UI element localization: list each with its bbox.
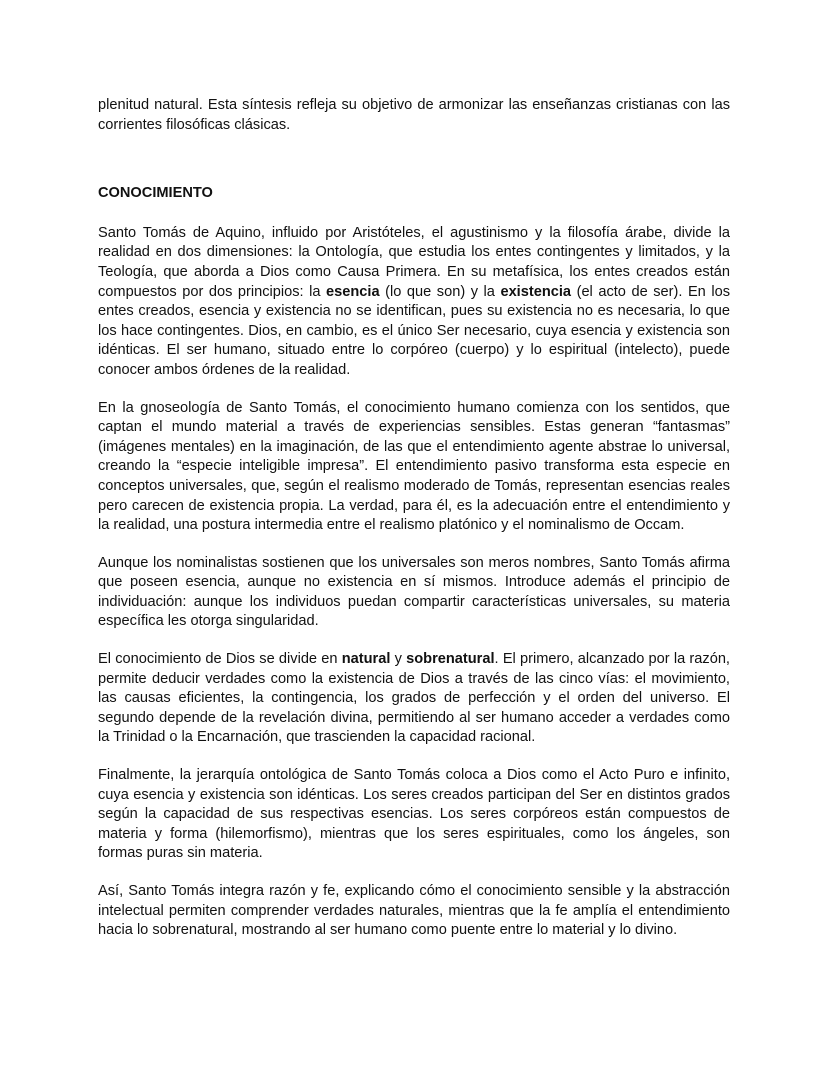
bold-term-existencia: existencia	[500, 283, 572, 300]
text-segment: Finalmente, la jerarquía ontológica de Santo Tomás coloca a Dios como el Acto Puro e infinito, cuya esencia y existencia son idénticas. Los seres creados participan del Ser en distintos grados según la capacidad de sus respectivas esencias. Los seres corpóreos están compuestos de materia y forma (hilemorfismo), mientras que los seres espirituales, como los ángeles, son formas puras sin materia.	[98, 767, 730, 862]
text-segment: (el acto de ser). En los entes creados, esencia y existencia no se identifican, pues su existencia no es necesaria, lo que los hace contingentes. Dios, en cambio, es el único Ser necesario, cuya esencia y existencia son idénticas. El ser humano, situado entre lo corpóreo (cuerpo) y lo espiritual (intelecto), puede conocer ambos órdenes de la realidad.	[98, 283, 730, 378]
text-segment: y	[390, 651, 407, 668]
text-segment: . El primero, alcanzado por la razón, permite deducir verdades como la existencia de Dios a través de las cinco vías: el movimiento, las causas eficientes, la contingencia, los grados de perfección y el orden del universo. El segundo depende de la revelación divina, permitiendo al ser humano acceder a verdades como la Trinidad o la Encarnación, que trascienden la capacidad racional.	[98, 651, 730, 746]
text-segment: El conocimiento de Dios se divide en	[98, 651, 342, 668]
bold-term-sobrenatural: sobrenatural	[406, 651, 495, 668]
text-segment: Aunque los nominalistas sostienen que los universales son meros nombres, Santo Tomás afirma que poseen esencia, aunque no existencia en sí mismos. Introduce además el principio de individuación: aunque los individuos puedan compartir características universales, su materia específica les otorga singularidad.	[98, 554, 730, 630]
paragraph-ontological-hierarchy	[98, 766, 730, 864]
intro-paragraph: plenitud natural. Esta síntesis refleja su objetivo de armonizar las enseñanzas cristianas con las corrientes filosóficas clásicas.	[98, 97, 730, 133]
bold-term-esencia: esencia	[326, 283, 380, 300]
text-segment: (lo que son) y la	[379, 283, 501, 300]
text-segment: Santo Tomás de Aquino, influido por Aristóteles, el agustinismo y la filosofía árabe, divide la realidad en dos dimensiones: la Ontología, que estudia los entes contingentes y limitados, y la Teología, que aborda a Dios como Causa Primera. En su metafísica, los entes creados están compuestos por dos principios: la	[98, 224, 730, 300]
text-segment: En la gnoseología de Santo Tomás, el conocimiento humano comienza con los sentidos, que captan el mundo material a través de experiencias sensibles. Estas generan “fantasmas” (imágenes mentales) en la imaginación, de las que el entendimiento agente abstrae lo universal, creando la “especie inteligible impresa”. El entendimiento pasivo transforma esta especie en conceptos universales, que, según el realismo moderado de Tomás, representan esencias reales pero carecen de existencia propia. La verdad, para él, es la adecuación entre el entendimiento y la realidad, una postura intermedia entre el realismo platónico y el nominalismo de Occam.	[98, 399, 730, 534]
paragraph-gnoseology	[98, 399, 730, 536]
bold-term-natural: natural	[341, 651, 391, 668]
paragraph-nominalism	[98, 554, 730, 632]
section-heading: CONOCIMIENTO	[98, 185, 213, 202]
paragraph-metaphysics	[98, 224, 730, 381]
paragraph-conclusion	[98, 882, 730, 941]
document-page	[98, 96, 730, 941]
paragraph-knowledge-of-god	[98, 650, 730, 748]
text-segment: Así, Santo Tomás integra razón y fe, explicando cómo el conocimiento sensible y la abstracción intelectual permiten comprender verdades naturales, mientras que la fe amplía el entendimiento hacia lo sobrenatural, mostrando al ser humano como puente entre lo material y lo divino.	[98, 883, 730, 939]
